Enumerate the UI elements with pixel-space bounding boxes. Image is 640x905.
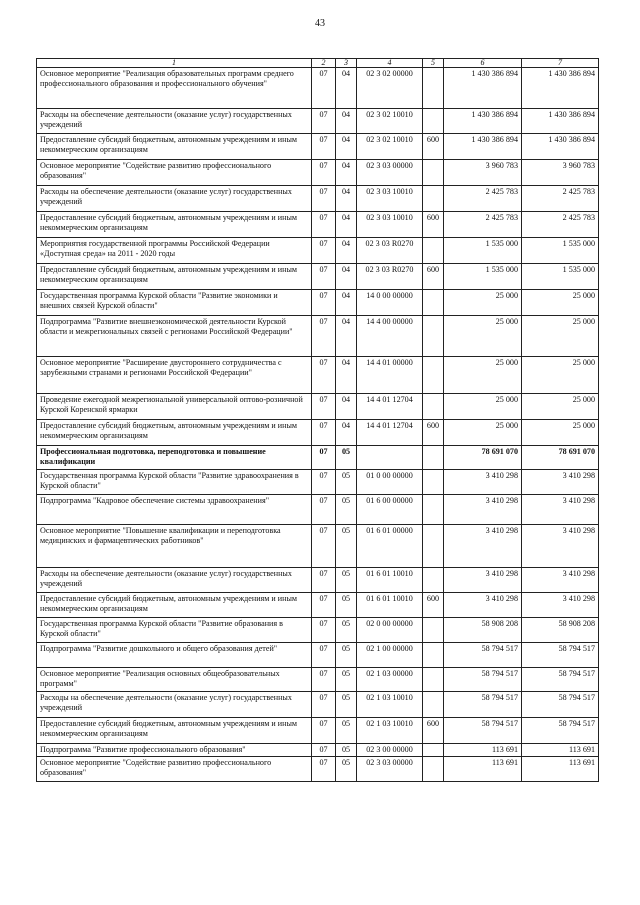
- row-name-cell: Государственная программа Курской области "Развитие экономики и внешних связей Курской области": [37, 290, 312, 316]
- expense-type-cell: 600: [423, 264, 444, 290]
- amount-year2-cell: 58 794 517: [522, 692, 599, 718]
- subsection-code-cell: 04: [336, 357, 357, 394]
- column-header: 7: [522, 59, 599, 68]
- section-code-cell: 07: [312, 643, 336, 668]
- subsection-code-cell: 05: [336, 718, 357, 744]
- target-article-cell: 14 4 01 12704: [357, 420, 423, 446]
- expense-type-cell: [423, 290, 444, 316]
- target-article-cell: 02 1 03 00000: [357, 668, 423, 692]
- amount-year2-cell: 3 960 783: [522, 160, 599, 186]
- amount-year1-cell: 3 410 298: [444, 593, 522, 618]
- row-name-cell: Предоставление субсидий бюджетным, автономным учреждениям и иным некоммерческим организациям: [37, 718, 312, 744]
- expense-type-cell: [423, 470, 444, 495]
- amount-year1-cell: 2 425 783: [444, 186, 522, 212]
- row-name-cell: Расходы на обеспечение деятельности (оказание услуг) государственных учреждений: [37, 692, 312, 718]
- row-name-cell: Расходы на обеспечение деятельности (оказание услуг) государственных учреждений: [37, 109, 312, 134]
- section-code-cell: 07: [312, 692, 336, 718]
- target-article-cell: 14 0 00 00000: [357, 290, 423, 316]
- table-row: [37, 593, 599, 618]
- subsection-code-cell: 05: [336, 757, 357, 782]
- row-name-cell: Проведение ежегодной межрегиональной универсальной оптово-розничной Курской Коренской ярмарки: [37, 394, 312, 420]
- target-article-cell: 02 3 03 00000: [357, 757, 423, 782]
- table-row: [37, 357, 599, 394]
- expense-type-cell: [423, 238, 444, 264]
- subsection-code-cell: 05: [336, 495, 357, 525]
- section-code-cell: 07: [312, 394, 336, 420]
- section-code-cell: 07: [312, 316, 336, 357]
- amount-year1-cell: 25 000: [444, 290, 522, 316]
- subsection-code-cell: 04: [336, 420, 357, 446]
- row-name-cell: Профессиональная подготовка, переподготовка и повышение квалификации: [37, 446, 312, 470]
- amount-year2-cell: 113 691: [522, 744, 599, 757]
- table-row: [37, 186, 599, 212]
- amount-year2-cell: 3 410 298: [522, 525, 599, 568]
- expense-type-cell: [423, 618, 444, 643]
- amount-year2-cell: 3 410 298: [522, 495, 599, 525]
- amount-year1-cell: 3 410 298: [444, 470, 522, 495]
- table-row: [37, 316, 599, 357]
- row-name-cell: Расходы на обеспечение деятельности (оказание услуг) государственных учреждений: [37, 186, 312, 212]
- subsection-code-cell: 05: [336, 618, 357, 643]
- amount-year2-cell: 58 794 517: [522, 718, 599, 744]
- amount-year2-cell: 3 410 298: [522, 568, 599, 593]
- amount-year1-cell: 58 794 517: [444, 668, 522, 692]
- row-name-cell: Подпрограмма "Развитие дошкольного и общего образования детей": [37, 643, 312, 668]
- amount-year1-cell: 3 960 783: [444, 160, 522, 186]
- section-code-cell: 07: [312, 160, 336, 186]
- amount-year1-cell: 1 535 000: [444, 238, 522, 264]
- section-code-cell: 07: [312, 593, 336, 618]
- row-name-cell: Основное мероприятие "Реализация образовательных программ среднего профессионального образования и профессионального обучения": [37, 68, 312, 109]
- amount-year1-cell: 1 535 000: [444, 264, 522, 290]
- amount-year2-cell: 1 535 000: [522, 238, 599, 264]
- target-article-cell: 02 3 02 10010: [357, 109, 423, 134]
- target-article-cell: 02 3 02 00000: [357, 68, 423, 109]
- table-row: [37, 470, 599, 495]
- target-article-cell: 01 6 01 00000: [357, 525, 423, 568]
- row-name-cell: Подпрограмма "Развитие профессионального образования": [37, 744, 312, 757]
- section-code-cell: 07: [312, 446, 336, 470]
- amount-year2-cell: 1 430 386 894: [522, 134, 599, 160]
- row-name-cell: Расходы на обеспечение деятельности (оказание услуг) государственных учреждений: [37, 568, 312, 593]
- expense-type-cell: [423, 316, 444, 357]
- subsection-code-cell: 04: [336, 160, 357, 186]
- column-header: 3: [336, 59, 357, 68]
- expense-type-cell: [423, 568, 444, 593]
- row-name-cell: Подпрограмма "Кадровое обеспечение системы здравоохранения": [37, 495, 312, 525]
- column-header: 2: [312, 59, 336, 68]
- section-code-cell: 07: [312, 757, 336, 782]
- amount-year1-cell: 58 908 208: [444, 618, 522, 643]
- section-code-cell: 07: [312, 568, 336, 593]
- section-code-cell: 07: [312, 186, 336, 212]
- section-code-cell: 07: [312, 290, 336, 316]
- amount-year2-cell: 1 430 386 894: [522, 68, 599, 109]
- amount-year2-cell: 2 425 783: [522, 186, 599, 212]
- row-name-cell: Предоставление субсидий бюджетным, автономным учреждениям и иным некоммерческим организациям: [37, 264, 312, 290]
- row-name-cell: Основное мероприятие "Реализация основных общеобразовательных программ": [37, 668, 312, 692]
- table-row: [37, 643, 599, 668]
- subsection-code-cell: 04: [336, 186, 357, 212]
- column-header: 1: [37, 59, 312, 68]
- row-name-cell: Предоставление субсидий бюджетным, автономным учреждениям и иным некоммерческим организациям: [37, 134, 312, 160]
- target-article-cell: 02 3 03 10010: [357, 186, 423, 212]
- target-article-cell: 02 1 03 10010: [357, 692, 423, 718]
- table-row: [37, 692, 599, 718]
- expense-type-cell: [423, 525, 444, 568]
- amount-year1-cell: 25 000: [444, 394, 522, 420]
- table-row: [37, 446, 599, 470]
- table-row: [37, 525, 599, 568]
- amount-year2-cell: 58 794 517: [522, 668, 599, 692]
- amount-year2-cell: 78 691 070: [522, 446, 599, 470]
- expense-type-cell: [423, 757, 444, 782]
- section-code-cell: 07: [312, 744, 336, 757]
- table-row: [37, 618, 599, 643]
- expense-type-cell: [423, 68, 444, 109]
- subsection-code-cell: 04: [336, 134, 357, 160]
- expense-type-cell: [423, 643, 444, 668]
- target-article-cell: 02 3 02 10010: [357, 134, 423, 160]
- target-article-cell: 01 6 01 10010: [357, 568, 423, 593]
- target-article-cell: [357, 446, 423, 470]
- expense-type-cell: [423, 744, 444, 757]
- target-article-cell: 01 6 00 00000: [357, 495, 423, 525]
- column-header: 4: [357, 59, 423, 68]
- row-name-cell: Основное мероприятие "Повышение квалификации и переподготовка медицинских и фармацевтических работников": [37, 525, 312, 568]
- target-article-cell: 14 4 00 00000: [357, 316, 423, 357]
- amount-year1-cell: 113 691: [444, 744, 522, 757]
- expense-type-cell: 600: [423, 134, 444, 160]
- section-code-cell: 07: [312, 212, 336, 238]
- subsection-code-cell: 04: [336, 264, 357, 290]
- column-header: 5: [423, 59, 444, 68]
- table-row: [37, 495, 599, 525]
- subsection-code-cell: 05: [336, 692, 357, 718]
- amount-year1-cell: 58 794 517: [444, 692, 522, 718]
- table-row: [37, 757, 599, 782]
- amount-year1-cell: 25 000: [444, 357, 522, 394]
- amount-year1-cell: 3 410 298: [444, 525, 522, 568]
- amount-year2-cell: 3 410 298: [522, 470, 599, 495]
- target-article-cell: 14 4 01 00000: [357, 357, 423, 394]
- expense-type-cell: [423, 109, 444, 134]
- table-row: [37, 134, 599, 160]
- row-name-cell: Мероприятия государственной программы Российской Федерации «Доступная среда» на 2011 - 2020 годы: [37, 238, 312, 264]
- amount-year1-cell: 3 410 298: [444, 568, 522, 593]
- amount-year1-cell: 58 794 517: [444, 718, 522, 744]
- table-row: [37, 290, 599, 316]
- row-name-cell: Государственная программа Курской области "Развитие здравоохранения в Курской области": [37, 470, 312, 495]
- table-row: [37, 668, 599, 692]
- row-name-cell: Предоставление субсидий бюджетным, автономным учреждениям и иным некоммерческим организациям: [37, 212, 312, 238]
- expense-type-cell: [423, 495, 444, 525]
- section-code-cell: 07: [312, 134, 336, 160]
- row-name-cell: Основное мероприятие "Расширение двустороннего сотрудничества с зарубежными странами и регионами Российской Федерации": [37, 357, 312, 394]
- table-row: [37, 160, 599, 186]
- row-name-cell: Предоставление субсидий бюджетным, автономным учреждениям и иным некоммерческим организациям: [37, 420, 312, 446]
- subsection-code-cell: 05: [336, 525, 357, 568]
- subsection-code-cell: 05: [336, 568, 357, 593]
- amount-year1-cell: 2 425 783: [444, 212, 522, 238]
- target-article-cell: 02 3 03 R0270: [357, 264, 423, 290]
- amount-year1-cell: 58 794 517: [444, 643, 522, 668]
- section-code-cell: 07: [312, 264, 336, 290]
- table-row: [37, 212, 599, 238]
- expense-type-cell: [423, 186, 444, 212]
- amount-year2-cell: 25 000: [522, 290, 599, 316]
- amount-year1-cell: 1 430 386 894: [444, 68, 522, 109]
- target-article-cell: 02 1 03 10010: [357, 718, 423, 744]
- amount-year1-cell: 3 410 298: [444, 495, 522, 525]
- section-code-cell: 07: [312, 357, 336, 394]
- subsection-code-cell: 05: [336, 470, 357, 495]
- amount-year1-cell: 1 430 386 894: [444, 134, 522, 160]
- target-article-cell: 02 3 03 10010: [357, 212, 423, 238]
- amount-year2-cell: 113 691: [522, 757, 599, 782]
- amount-year2-cell: 1 535 000: [522, 264, 599, 290]
- page-number: 43: [315, 18, 325, 29]
- amount-year1-cell: 78 691 070: [444, 446, 522, 470]
- amount-year2-cell: 58 908 208: [522, 618, 599, 643]
- budget-table: [36, 58, 599, 782]
- table-row: [37, 238, 599, 264]
- amount-year2-cell: 25 000: [522, 420, 599, 446]
- subsection-code-cell: 05: [336, 446, 357, 470]
- expense-type-cell: [423, 668, 444, 692]
- target-article-cell: 02 1 00 00000: [357, 643, 423, 668]
- subsection-code-cell: 05: [336, 643, 357, 668]
- section-code-cell: 07: [312, 470, 336, 495]
- amount-year2-cell: 58 794 517: [522, 643, 599, 668]
- amount-year2-cell: 25 000: [522, 316, 599, 357]
- amount-year2-cell: 25 000: [522, 394, 599, 420]
- subsection-code-cell: 05: [336, 744, 357, 757]
- amount-year2-cell: 3 410 298: [522, 593, 599, 618]
- target-article-cell: 02 3 03 R0270: [357, 238, 423, 264]
- subsection-code-cell: 04: [336, 109, 357, 134]
- section-code-cell: 07: [312, 68, 336, 109]
- column-header: 6: [444, 59, 522, 68]
- expense-type-cell: 600: [423, 212, 444, 238]
- amount-year2-cell: 1 430 386 894: [522, 109, 599, 134]
- amount-year1-cell: 25 000: [444, 316, 522, 357]
- expense-type-cell: [423, 692, 444, 718]
- table-row: [37, 718, 599, 744]
- expense-type-cell: 600: [423, 718, 444, 744]
- target-article-cell: 02 0 00 00000: [357, 618, 423, 643]
- expense-type-cell: 600: [423, 420, 444, 446]
- row-name-cell: Основное мероприятие "Содействие развитию профессионального образования": [37, 757, 312, 782]
- column-number-row: [37, 59, 599, 68]
- target-article-cell: 14 4 01 12704: [357, 394, 423, 420]
- row-name-cell: Подпрограмма "Развитие внешнеэкономической деятельности Курской области и межрегиональных связей с регионами Российской Федерации": [37, 316, 312, 357]
- subsection-code-cell: 04: [336, 68, 357, 109]
- target-article-cell: 01 0 00 00000: [357, 470, 423, 495]
- target-article-cell: 02 3 00 00000: [357, 744, 423, 757]
- expense-type-cell: [423, 394, 444, 420]
- table-row: [37, 744, 599, 757]
- section-code-cell: 07: [312, 668, 336, 692]
- section-code-cell: 07: [312, 718, 336, 744]
- table-row: [37, 109, 599, 134]
- subsection-code-cell: 05: [336, 668, 357, 692]
- subsection-code-cell: 04: [336, 394, 357, 420]
- amount-year1-cell: 113 691: [444, 757, 522, 782]
- table-row: [37, 394, 599, 420]
- section-code-cell: 07: [312, 420, 336, 446]
- expense-type-cell: [423, 357, 444, 394]
- expense-type-cell: [423, 446, 444, 470]
- table-row: [37, 568, 599, 593]
- section-code-cell: 07: [312, 238, 336, 264]
- section-code-cell: 07: [312, 495, 336, 525]
- section-code-cell: 07: [312, 618, 336, 643]
- subsection-code-cell: 04: [336, 290, 357, 316]
- table-row: [37, 420, 599, 446]
- row-name-cell: Предоставление субсидий бюджетным, автономным учреждениям и иным некоммерческим организациям: [37, 593, 312, 618]
- amount-year1-cell: 1 430 386 894: [444, 109, 522, 134]
- expense-type-cell: 600: [423, 593, 444, 618]
- subsection-code-cell: 04: [336, 212, 357, 238]
- row-name-cell: Основное мероприятие "Содействие развитию профессионального образования": [37, 160, 312, 186]
- amount-year2-cell: 2 425 783: [522, 212, 599, 238]
- subsection-code-cell: 04: [336, 238, 357, 264]
- target-article-cell: 01 6 01 10010: [357, 593, 423, 618]
- row-name-cell: Государственная программа Курской области "Развитие образования в Курской области": [37, 618, 312, 643]
- table-row: [37, 68, 599, 109]
- subsection-code-cell: 04: [336, 316, 357, 357]
- expense-type-cell: [423, 160, 444, 186]
- subsection-code-cell: 05: [336, 593, 357, 618]
- amount-year2-cell: 25 000: [522, 357, 599, 394]
- target-article-cell: 02 3 03 00000: [357, 160, 423, 186]
- section-code-cell: 07: [312, 525, 336, 568]
- table-row: [37, 264, 599, 290]
- section-code-cell: 07: [312, 109, 336, 134]
- amount-year1-cell: 25 000: [444, 420, 522, 446]
